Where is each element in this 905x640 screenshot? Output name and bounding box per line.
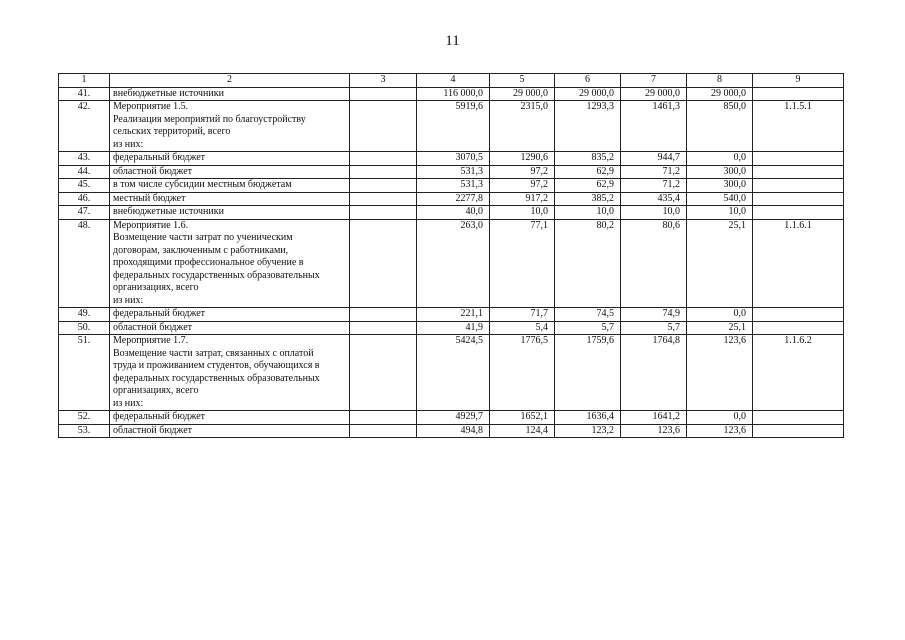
amount-year-4-cell: 123,6 (687, 424, 753, 438)
column-3-cell (350, 165, 417, 179)
indicator-code-cell: 1.1.5.1 (753, 101, 844, 152)
row-number-cell: 53. (59, 424, 110, 438)
description-cell (110, 101, 350, 152)
amount-year-4-cell: 300,0 (687, 165, 753, 179)
indicator-code-cell (753, 87, 844, 101)
description-line: федеральный бюджет (113, 411, 206, 422)
amount-year-1-cell: 1652,1 (490, 411, 555, 425)
description-cell (110, 206, 350, 220)
description-line: областной бюджет (113, 165, 193, 177)
amount-year-3-cell: 10,0 (621, 206, 687, 220)
row-number-cell: 43. (59, 152, 110, 166)
amount-year-2-cell: 74,5 (555, 308, 621, 322)
description-line: местный бюджет (113, 192, 186, 204)
description-cell (110, 165, 350, 179)
description-cell (110, 321, 350, 335)
amount-year-4-cell: 123,6 (687, 335, 753, 411)
amount-year-2-cell: 385,2 (555, 192, 621, 206)
amount-year-3-cell: 29 000,0 (621, 87, 687, 101)
amount-total-cell: 41,9 (417, 321, 490, 335)
row-number-cell: 49. (59, 308, 110, 322)
amount-year-2-cell: 10,0 (555, 206, 621, 220)
table-row (59, 87, 844, 101)
description-cell (110, 411, 350, 425)
row-number-cell: 50. (59, 321, 110, 335)
indicator-code-cell: 1.1.6.1 (753, 219, 844, 308)
amount-year-4-cell: 300,0 (687, 179, 753, 193)
amount-year-3-cell: 71,2 (621, 179, 687, 193)
column-3-cell (350, 424, 417, 438)
description-line: Реализация мероприятий по благоустройству (113, 113, 306, 125)
amount-year-2-cell: 123,2 (555, 424, 621, 438)
amount-year-2-cell: 5,7 (555, 321, 621, 335)
amount-year-1-cell: 2315,0 (490, 101, 555, 152)
description-line: внебюджетные источники (113, 87, 224, 99)
row-number-cell: 46. (59, 192, 110, 206)
column-3-cell (350, 321, 417, 335)
amount-year-4-cell: 25,1 (687, 219, 753, 308)
description-cell (110, 152, 350, 166)
column-3-cell (350, 152, 417, 166)
description-line: областной бюджет (113, 424, 193, 436)
description-line: организациях, всего (113, 282, 199, 293)
amount-year-4-cell: 29 000,0 (687, 87, 753, 101)
column-3-cell (350, 411, 417, 425)
budget-table (58, 73, 844, 438)
description-line: федеральных государственных образовательных (113, 269, 320, 281)
row-number-cell: 44. (59, 165, 110, 179)
row-number-cell: 45. (59, 179, 110, 193)
amount-total-cell: 531,3 (417, 179, 490, 193)
row-number-cell: 48. (59, 219, 110, 308)
amount-year-4-cell: 25,1 (687, 321, 753, 335)
description-line: из них: (113, 294, 144, 306)
amount-year-1-cell: 29 000,0 (490, 87, 555, 101)
indicator-code-cell (753, 308, 844, 322)
table-row (59, 424, 844, 438)
amount-total-cell: 5424,5 (417, 335, 490, 411)
amount-year-1-cell: 77,1 (490, 219, 555, 308)
indicator-code-cell: 1.1.6.2 (753, 335, 844, 411)
table-row (59, 152, 844, 166)
amount-year-4-cell: 850,0 (687, 101, 753, 152)
description-line: Мероприятие 1.6. (113, 219, 189, 231)
amount-year-2-cell: 1759,6 (555, 335, 621, 411)
amount-year-1-cell: 917,2 (490, 192, 555, 206)
column-3-cell (350, 219, 417, 308)
description-line: договорам, заключенным с работниками, (113, 244, 289, 256)
description-line: из них: (113, 397, 144, 409)
amount-year-4-cell: 0,0 (687, 152, 753, 166)
amount-year-2-cell: 1636,4 (555, 411, 621, 425)
amount-year-3-cell: 80,6 (621, 219, 687, 308)
description-cell (110, 179, 350, 193)
header-cell: 8 (687, 74, 753, 88)
column-3-cell (350, 206, 417, 220)
column-3-cell (350, 335, 417, 411)
amount-year-4-cell: 540,0 (687, 192, 753, 206)
amount-total-cell: 3070,5 (417, 152, 490, 166)
amount-total-cell: 531,3 (417, 165, 490, 179)
table-row (59, 411, 844, 425)
amount-year-1-cell: 10,0 (490, 206, 555, 220)
indicator-code-cell (753, 179, 844, 193)
header-cell: 2 (110, 74, 350, 88)
description-cell (110, 308, 350, 322)
indicator-code-cell (753, 321, 844, 335)
description-cell (110, 192, 350, 206)
amount-year-2-cell: 80,2 (555, 219, 621, 308)
amount-year-1-cell: 71,7 (490, 308, 555, 322)
description-line: сельских территорий, всего (113, 126, 231, 137)
page-number: 11 (445, 33, 460, 49)
amount-year-3-cell: 123,6 (621, 424, 687, 438)
table-row (59, 206, 844, 220)
description-line: федеральных государственных образовательных (113, 372, 320, 384)
row-number-cell: 47. (59, 206, 110, 220)
amount-total-cell: 221,1 (417, 308, 490, 322)
amount-year-1-cell: 97,2 (490, 165, 555, 179)
amount-total-cell: 2277,8 (417, 192, 490, 206)
amount-year-2-cell: 62,9 (555, 165, 621, 179)
indicator-code-cell (753, 411, 844, 425)
description-line: Мероприятие 1.5. (113, 101, 189, 112)
description-line: из них: (113, 138, 144, 150)
row-number-cell: 52. (59, 411, 110, 425)
amount-year-2-cell: 62,9 (555, 179, 621, 193)
table-row (59, 192, 844, 206)
description-line: труда и проживанием студентов, обучающихся в (113, 360, 320, 371)
header-cell: 4 (417, 74, 490, 88)
indicator-code-cell (753, 192, 844, 206)
column-3-cell (350, 192, 417, 206)
row-number-cell: 41. (59, 87, 110, 101)
description-line: Возмещение части затрат, связанных с оплатой (113, 347, 314, 359)
amount-year-2-cell: 1293,3 (555, 101, 621, 152)
amount-year-4-cell: 0,0 (687, 308, 753, 322)
indicator-code-cell (753, 165, 844, 179)
amount-year-3-cell: 435,4 (621, 192, 687, 206)
description-line: Мероприятие 1.7. (113, 335, 189, 346)
description-line: в том числе субсидии местным бюджетам (113, 179, 292, 190)
amount-year-4-cell: 10,0 (687, 206, 753, 220)
description-line: Возмещение части затрат по ученическим (113, 232, 293, 243)
description-line: организациях, всего (113, 385, 199, 396)
indicator-code-cell (753, 206, 844, 220)
description-line: проходящими профессиональное обучение в (113, 257, 304, 268)
description-cell (110, 219, 350, 308)
description-cell (110, 424, 350, 438)
amount-year-3-cell: 944,7 (621, 152, 687, 166)
amount-year-2-cell: 29 000,0 (555, 87, 621, 101)
column-3-cell (350, 101, 417, 152)
row-number-cell: 51. (59, 335, 110, 411)
amount-total-cell: 4929,7 (417, 411, 490, 425)
header-cell: 3 (350, 74, 417, 88)
amount-year-1-cell: 1776,5 (490, 335, 555, 411)
amount-total-cell: 40,0 (417, 206, 490, 220)
row-number-cell: 42. (59, 101, 110, 152)
table-row (59, 165, 844, 179)
header-row (59, 74, 844, 88)
amount-total-cell: 263,0 (417, 219, 490, 308)
amount-year-3-cell: 5,7 (621, 321, 687, 335)
amount-year-3-cell: 1764,8 (621, 335, 687, 411)
description-cell (110, 335, 350, 411)
indicator-code-cell (753, 152, 844, 166)
header-cell: 1 (59, 74, 110, 88)
amount-year-2-cell: 835,2 (555, 152, 621, 166)
amount-year-1-cell: 97,2 (490, 179, 555, 193)
indicator-code-cell (753, 424, 844, 438)
description-line: федеральный бюджет (113, 308, 206, 319)
header-cell: 6 (555, 74, 621, 88)
table-row (59, 335, 844, 411)
column-3-cell (350, 179, 417, 193)
amount-total-cell: 116 000,0 (417, 87, 490, 101)
column-3-cell (350, 308, 417, 322)
amount-total-cell: 494,8 (417, 424, 490, 438)
table-row (59, 321, 844, 335)
amount-year-1-cell: 5,4 (490, 321, 555, 335)
amount-year-3-cell: 1641,2 (621, 411, 687, 425)
header-cell: 5 (490, 74, 555, 88)
amount-year-4-cell: 0,0 (687, 411, 753, 425)
column-3-cell (350, 87, 417, 101)
amount-year-3-cell: 74,9 (621, 308, 687, 322)
table-row (59, 308, 844, 322)
header-cell: 7 (621, 74, 687, 88)
header-cell: 9 (753, 74, 844, 88)
table-row (59, 101, 844, 152)
description-cell (110, 87, 350, 101)
amount-year-1-cell: 124,4 (490, 424, 555, 438)
amount-year-1-cell: 1290,6 (490, 152, 555, 166)
amount-year-3-cell: 1461,3 (621, 101, 687, 152)
description-line: федеральный бюджет (113, 152, 206, 163)
table-row (59, 219, 844, 308)
description-line: внебюджетные источники (113, 206, 224, 217)
amount-total-cell: 5919,6 (417, 101, 490, 152)
table-row (59, 179, 844, 193)
amount-year-3-cell: 71,2 (621, 165, 687, 179)
description-line: областной бюджет (113, 321, 193, 333)
